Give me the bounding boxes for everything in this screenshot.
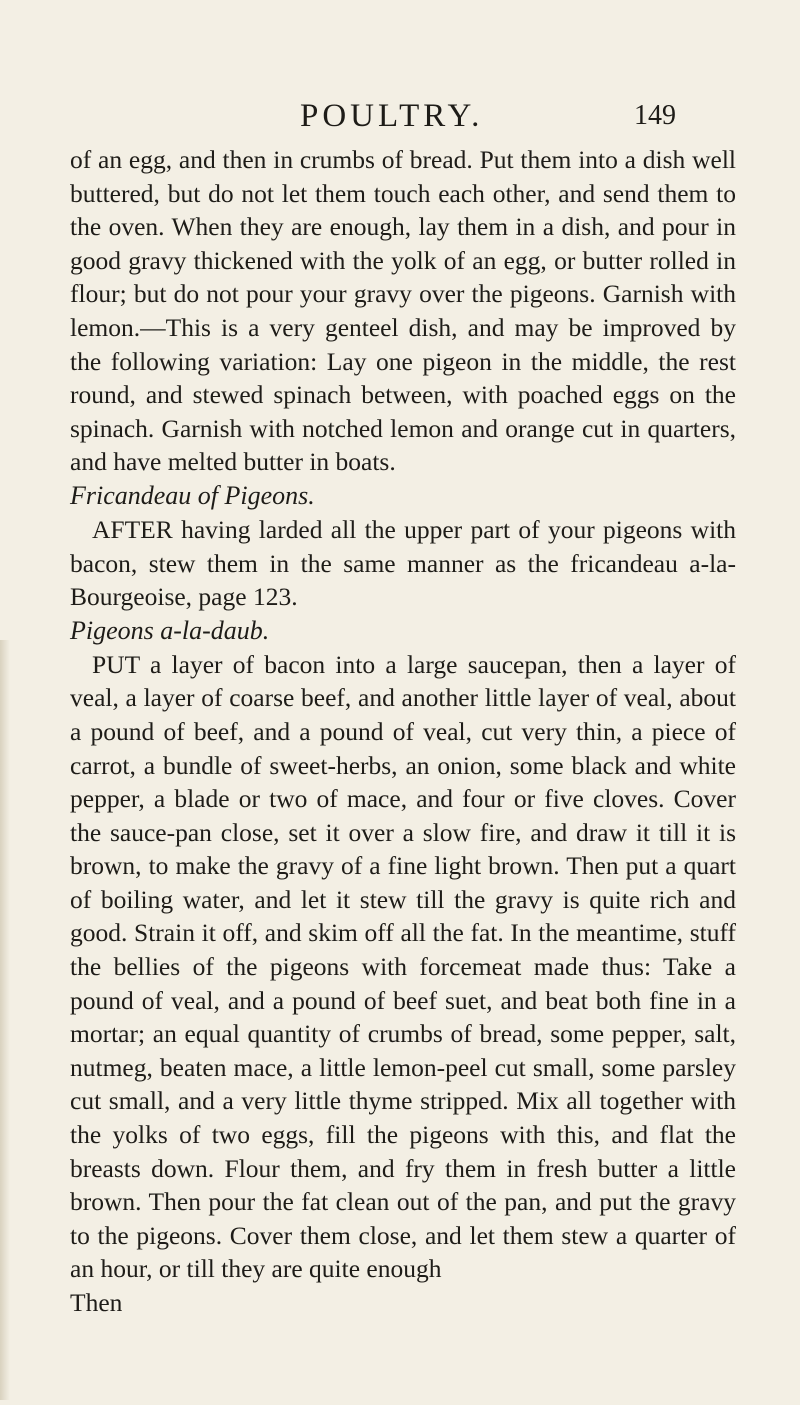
paragraph-fricandeau: AFTER having larded all the upper part of your pigeons with bacon, stew them in the same manner as the fricandeau a-la-Bourgeoise, page 123. [70, 514, 736, 612]
paragraph-continued: of an egg, and then in crumbs of bread. Put them into a dish well buttered, but do not let them touch each other, and send them to the oven. When they are enough, lay them in a dish, and pour in good gravy thickened with the yolk of an egg, or butter rolled in flour; but do not pour your gravy over the pigeons. Garnish with lemon.—This is a very genteel dish, and may be improved by the following variation: Lay one pigeon in the middle, the rest round, and stewed spinach between, with poached eggs on the spinach. Garnish with notched lemon and orange cut in quarters, and have melted butter in boats. [70, 145, 736, 477]
paragraph-daub: PUT a layer of bacon into a large saucepan, then a layer of veal, a layer of coarse beef, and another little layer of veal, about a pound of beef, and a pound of veal, cut very thin, a piece of carrot, a bundle of sweet-herbs, an onion, some black and white pepper, a blade or two of mace, and four or five cloves. Cover the sauce-pan close, set it over a slow fire, and draw it till it is brown, to make the gravy of a fine light brown. Then put a quart of boiling water, and let it stew till the gravy is quite rich and good. Strain it off, and skim off all the fat. In the meantime, stuff the bellies of the pigeons with forcemeat made thus: Take a pound of veal, and a pound of beef suet, and beat both fine in a mortar; an equal quantity of crumbs of bread, some pepper, salt, nutmeg, beaten mace, a little lemon-peel cut small, some parsley cut small, and a very little thyme stripped. Mix all together with the yolks of two eggs, fill the pigeons with this, and flat the breasts down. Flour them, and fry them in fresh butter a little brown. Then pour the fat clean out of the pan, and put the gravy to the pigeons. Cover them close, and let them stew a quarter of an hour, or till they are quite enough [70, 649, 736, 1284]
page-header [0, 96, 800, 136]
page-edge-shadow [0, 640, 10, 1400]
page-body [70, 143, 736, 1320]
catchword: Then [70, 1288, 123, 1317]
section-title-daub: Pigeons a-la-daub. [70, 615, 270, 645]
running-head: POULTRY. [300, 98, 484, 134]
section-title-fricandeau: Fricandeau of Pigeons. [70, 480, 315, 510]
page-number: 149 [634, 100, 676, 131]
